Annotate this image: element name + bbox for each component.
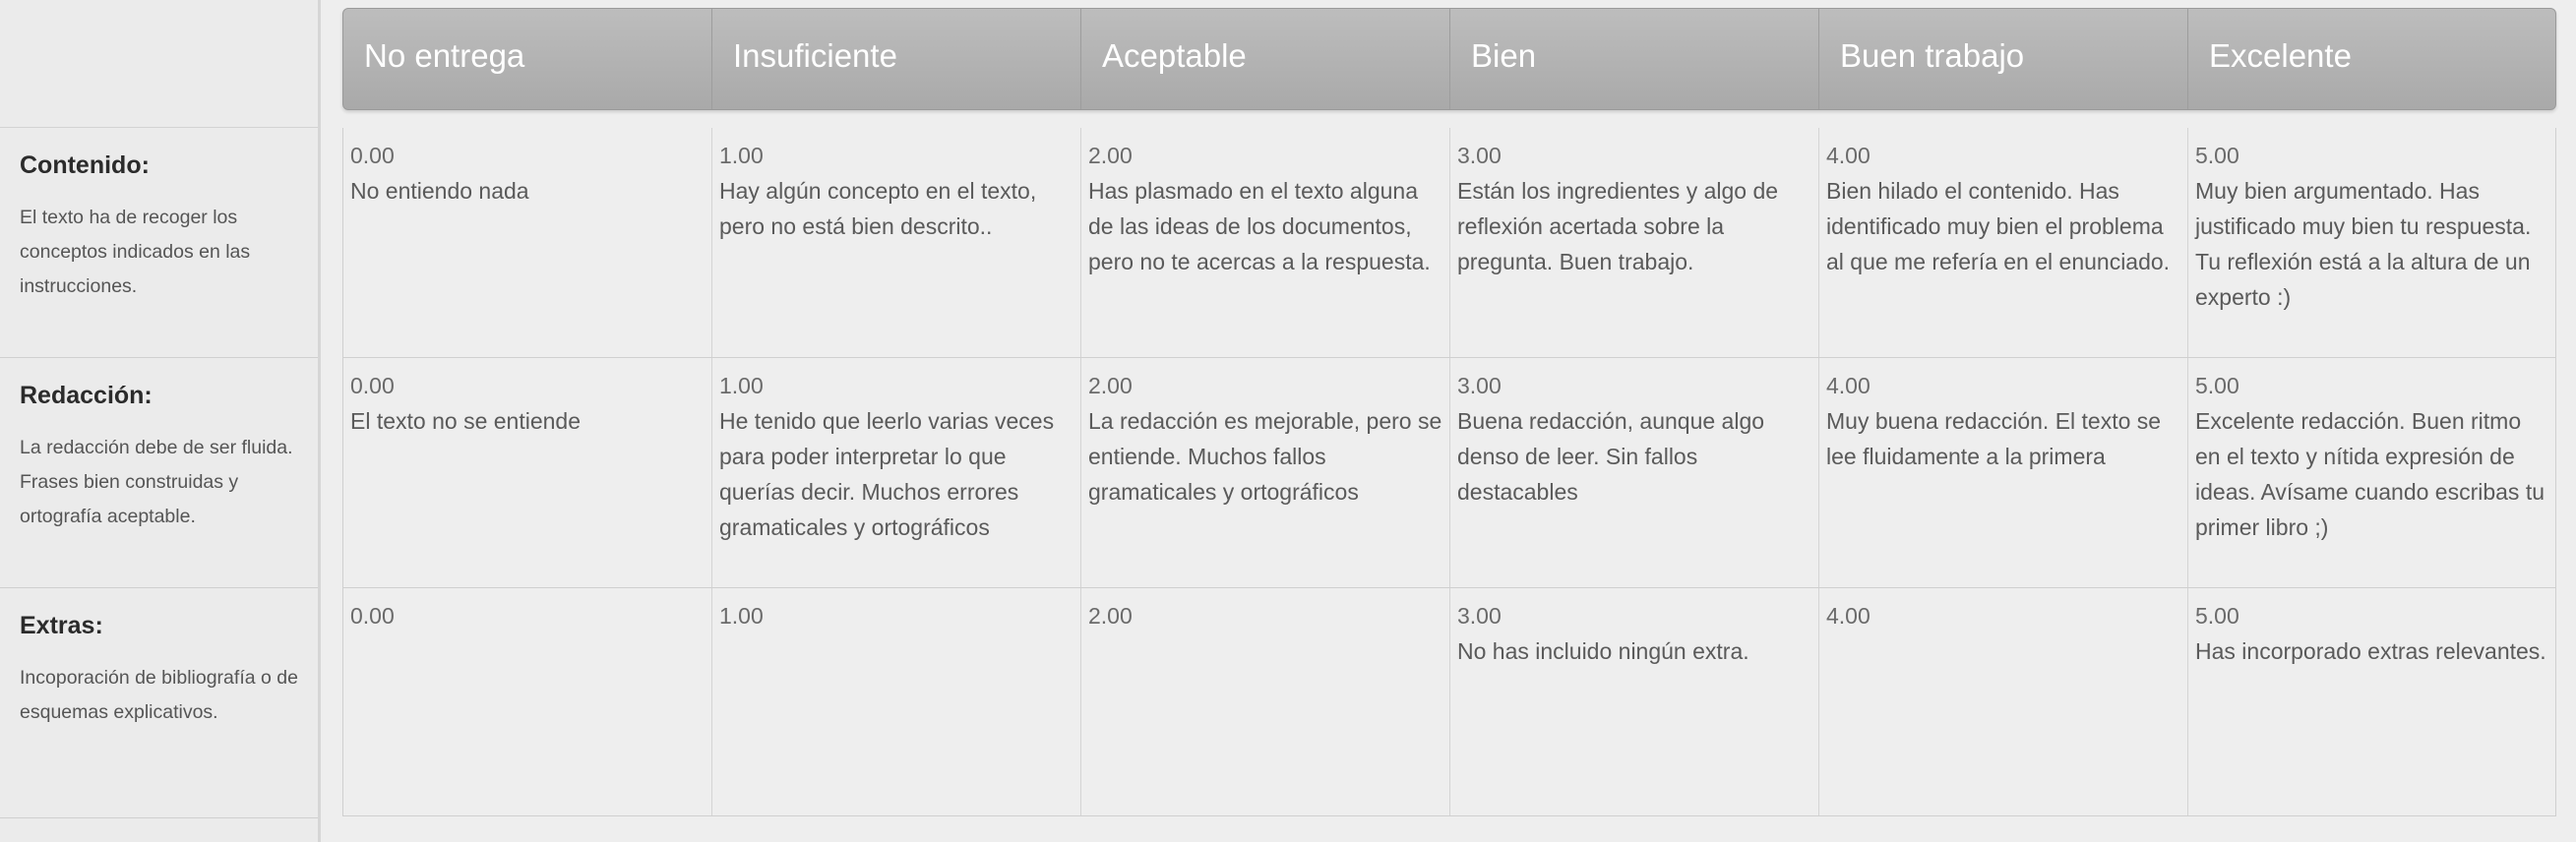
level-header-aceptable: Aceptable xyxy=(1081,9,1450,109)
level-definition: Hay algún concepto en el texto, pero no está bien descrito.. xyxy=(719,178,1037,239)
level-definition: Has incorporado extras relevantes. xyxy=(2195,638,2546,664)
level-cell[interactable] xyxy=(1081,128,1450,357)
level-cell[interactable] xyxy=(1081,588,1450,815)
level-score: 0.00 xyxy=(350,143,395,168)
level-definition: Están los ingredientes y algo de reflexión acertada sobre la pregunta. Buen trabajo. xyxy=(1457,178,1779,274)
level-header-no-entrega: No entrega xyxy=(343,9,712,109)
criterion-title: Contenido: xyxy=(20,151,150,179)
levels-header xyxy=(342,8,2556,110)
level-score: 2.00 xyxy=(1088,603,1133,629)
level-definition: No has incluido ningún extra. xyxy=(1457,638,1749,664)
criterion-description: El texto ha de recoger los conceptos indicados en las instrucciones. xyxy=(20,207,251,297)
level-definition: Muy buena redacción. El texto se lee fluidamente a la primera xyxy=(1826,408,2162,469)
criterion-description: La redacción debe de ser fluida. Frases bien construidas y ortografía aceptable. xyxy=(20,437,293,527)
level-definition: La redacción es mejorable, pero se entiende. Muchos fallos gramaticales y ortográficos xyxy=(1088,408,1442,505)
level-cell[interactable] xyxy=(712,588,1081,815)
criteria-header-spacer xyxy=(0,0,318,128)
level-cell[interactable] xyxy=(2188,358,2557,587)
level-cell[interactable] xyxy=(1819,358,2188,587)
level-cell[interactable] xyxy=(1450,128,1819,357)
level-score: 3.00 xyxy=(1457,603,1502,629)
level-definition: Excelente redacción. Buen ritmo en el texto y nítida expresión de ideas. Avísame cuando escribas tu primer libro ;) xyxy=(2195,408,2545,540)
level-header-buen-trabajo: Buen trabajo xyxy=(1819,9,2188,109)
level-cell[interactable] xyxy=(1081,358,1450,587)
level-score: 4.00 xyxy=(1826,143,1871,168)
level-definition: El texto no se entiende xyxy=(350,408,581,434)
level-cell[interactable] xyxy=(712,358,1081,587)
level-cell[interactable] xyxy=(2188,588,2557,815)
level-score: 0.00 xyxy=(350,373,395,398)
level-score: 4.00 xyxy=(1826,603,1871,629)
level-score: 5.00 xyxy=(2195,143,2239,168)
table-row xyxy=(343,588,2555,816)
level-score: 2.00 xyxy=(1088,143,1133,168)
criterion-title: Redacción: xyxy=(20,382,153,409)
criterion-description: Incoporación de bibliografía o de esquemas explicativos. xyxy=(20,667,298,723)
level-cell[interactable] xyxy=(712,128,1081,357)
level-header-insuficiente: Insuficiente xyxy=(712,9,1081,109)
level-cell[interactable] xyxy=(1819,128,2188,357)
level-score: 1.00 xyxy=(719,143,764,168)
level-header-excelente: Excelente xyxy=(2209,37,2352,74)
level-cell[interactable] xyxy=(343,588,712,815)
level-definition: He tenido que leerlo varias veces para poder interpretar lo que querías decir. Muchos errores gramaticales y ortográficos xyxy=(719,408,1055,540)
level-score: 1.00 xyxy=(719,603,764,629)
table-row xyxy=(343,128,2555,358)
level-score: 2.00 xyxy=(1088,373,1133,398)
level-definition: No entiendo nada xyxy=(350,178,529,204)
level-score: 3.00 xyxy=(1457,373,1502,398)
table-row xyxy=(343,358,2555,588)
level-score: 0.00 xyxy=(350,603,395,629)
level-definition: Buena redacción, aunque algo denso de leer. Sin fallos destacables xyxy=(1457,408,1765,505)
levels-grid xyxy=(342,128,2556,816)
level-score: 5.00 xyxy=(2195,373,2239,398)
level-cell[interactable] xyxy=(1450,358,1819,587)
level-score: 1.00 xyxy=(719,373,764,398)
criterion-redaccion xyxy=(0,358,318,588)
level-score: 5.00 xyxy=(2195,603,2239,629)
level-definition: Has plasmado en el texto alguna de las ideas de los documentos, pero no te acercas a la respuesta. xyxy=(1088,178,1431,274)
level-header-bien: Bien xyxy=(1450,9,1819,109)
level-definition: Bien hilado el contenido. Has identificado muy bien el problema al que me refería en el enunciado. xyxy=(1826,178,2171,274)
level-score: 3.00 xyxy=(1457,143,1502,168)
level-cell[interactable] xyxy=(1450,588,1819,815)
level-score: 4.00 xyxy=(1826,373,1871,398)
criterion-extras xyxy=(0,588,318,818)
level-cell[interactable] xyxy=(1819,588,2188,815)
level-cell[interactable] xyxy=(343,128,712,357)
level-cell[interactable] xyxy=(2188,128,2557,357)
level-definition: Muy bien argumentado. Has justificado muy bien tu respuesta. Tu reflexión está a la altura de un experto :) xyxy=(2195,178,2532,310)
level-cell[interactable] xyxy=(343,358,712,587)
criterion-contenido xyxy=(0,128,318,358)
criterion-title: Extras: xyxy=(20,612,103,639)
criteria-column xyxy=(0,0,321,842)
